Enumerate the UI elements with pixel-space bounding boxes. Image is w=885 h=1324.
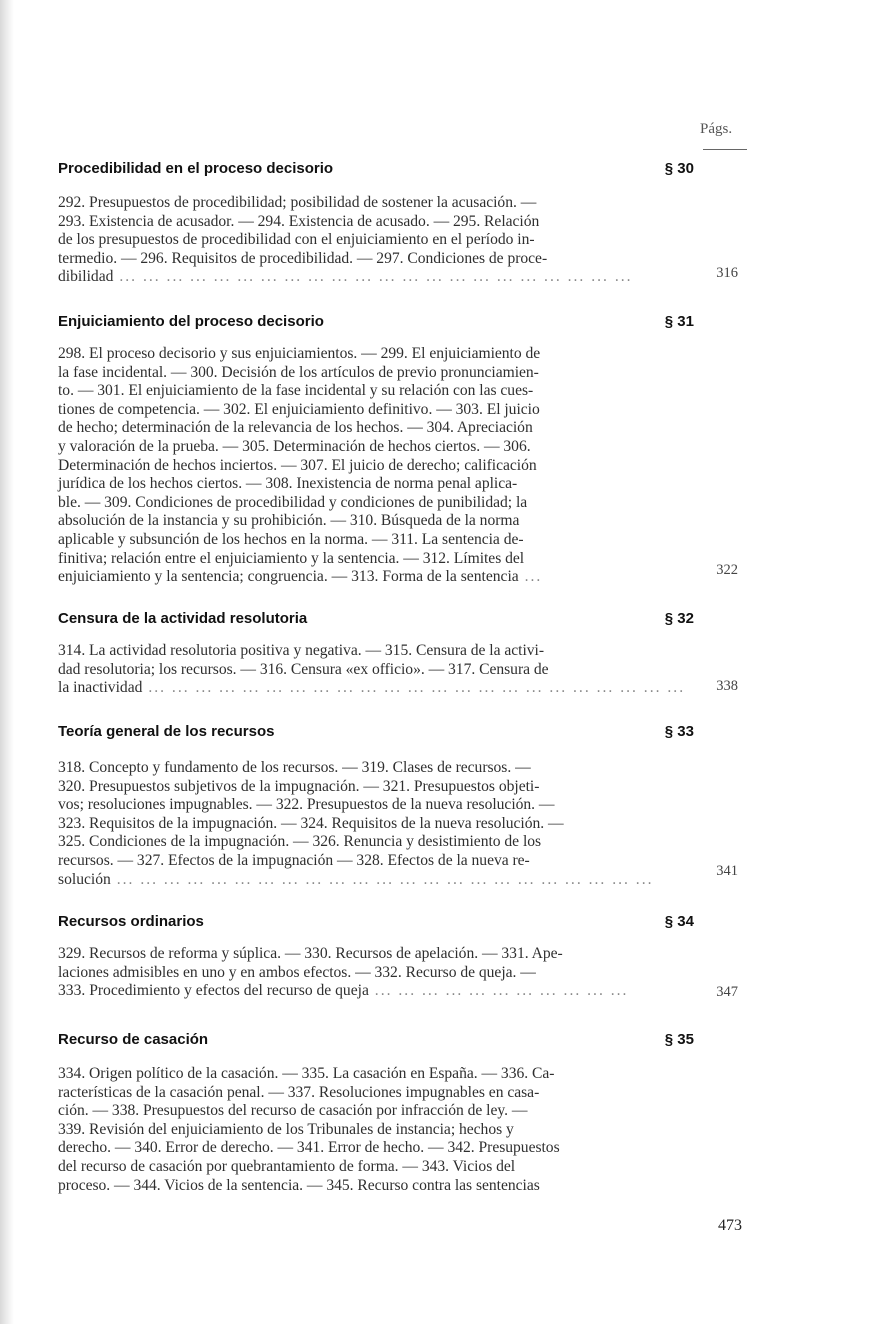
text-line: derecho. — 340. Error de derecho. — 341. Error de hecho. — 342. Presupuestos	[58, 1139, 560, 1157]
section-heading	[56, 610, 696, 636]
text-line: to. — 301. El enjuiciamiento de la fase incidental y su relación con las cues-	[58, 382, 534, 400]
text-line: termedio. — 296. Requisitos de procedibilidad. — 297. Condiciones de proce-	[58, 249, 548, 267]
text-line-last: dibilidad ... ... ... ... ... ... ... ... ... ... ... ... ... ... ... ... ... ... ... ... ... ...	[58, 268, 633, 286]
section-body	[56, 345, 696, 587]
page-reference: 322	[716, 562, 738, 578]
section-number: § 32	[664, 610, 694, 627]
page-reference: 347	[716, 984, 738, 1000]
text-line: 293. Existencia de acusador. — 294. Existencia de acusado. — 295. Relación	[58, 212, 540, 230]
text-line-last: 333. Procedimiento y efectos del recurso de queja ... ... ... ... ... ... ... ... ... ... ...	[58, 982, 629, 1000]
text-line: jurídica de los hechos ciertos. — 308. Inexistencia de norma penal aplica-	[58, 475, 518, 493]
text-line: de los presupuestos de procedibilidad con el enjuiciamiento en el período in-	[58, 231, 535, 249]
text-line-last: la inactividad ... ... ... ... ... ... ... ... ... ... ... ... ... ... ... ... ... ... ... ... ... ... ...	[58, 679, 686, 697]
section-heading	[56, 913, 696, 939]
text-line: 339. Revisión del enjuiciamiento de los Tribunales de instancia; hechos y	[58, 1120, 514, 1138]
text-line: racterísticas de la casación penal. — 337. Resoluciones impugnables en casa-	[58, 1083, 540, 1101]
text-line: 298. El proceso decisorio y sus enjuiciamientos. — 299. El enjuiciamiento de	[58, 345, 541, 362]
dot-leader: ... ... ... ... ... ... ... ... ... ... ... ... ... ... ... ... ... ... ... ... ... ... ...	[142, 679, 686, 697]
section-35	[56, 1031, 696, 1195]
page-reference: 316	[716, 265, 738, 281]
text-line: de hecho; determinación de la relevancia de los hechos. — 304. Apreciación	[58, 419, 533, 437]
section-body	[56, 945, 696, 1001]
section-heading	[56, 723, 696, 749]
section-body	[56, 194, 696, 287]
text-line: 334. Origen político de la casación. — 335. La casación en España. — 336. Ca-	[58, 1065, 555, 1082]
text-line: vos; resoluciones impugnables. — 322. Presupuestos de la nueva resolución. —	[58, 796, 555, 814]
section-title: Recurso de casación	[58, 1031, 209, 1048]
text-line: ble. — 309. Condiciones de procedibilidad y condiciones de punibilidad; la	[58, 493, 528, 511]
section-title: Censura de la actividad resolutoria	[58, 610, 308, 627]
section-title: Procedibilidad en el proceso decisorio	[58, 160, 334, 177]
page-reference: 341	[716, 863, 738, 879]
text-line: 292. Presupuestos de procedibilidad; posibilidad de sostener la acusación. —	[58, 194, 537, 211]
section-34	[56, 913, 738, 1001]
dot-leader: ...	[518, 568, 543, 586]
text-line: tiones de competencia. — 302. El enjuiciamiento definitivo. — 303. El juicio	[58, 400, 540, 418]
text-line: dad resolutoria; los recursos. — 316. Censura «ex officio». — 317. Censura de	[58, 660, 549, 678]
page-reference: 338	[716, 678, 738, 694]
text-line: Determinación de hechos inciertos. — 307. El juicio de derecho; calificación	[58, 456, 537, 474]
section-body	[56, 759, 696, 889]
text-line: recursos. — 327. Efectos de la impugnación — 328. Efectos de la nueva re-	[58, 851, 530, 869]
dot-leader: ... ... ... ... ... ... ... ... ... ... ... ... ... ... ... ... ... ... ... ... ... ...	[113, 268, 633, 286]
text-line: 325. Condiciones de la impugnación. — 326. Renuncia y desistimiento de los	[58, 833, 542, 851]
section-title: Recursos ordinarios	[58, 913, 204, 930]
section-number: § 30	[664, 160, 694, 177]
section-body	[56, 642, 696, 698]
section-32	[56, 610, 738, 698]
text-line: y valoración de la prueba. — 305. Determinación de hechos ciertos. — 306.	[58, 437, 531, 455]
section-number: § 35	[664, 1031, 694, 1048]
text-line: absolución de la instancia y su prohibición. — 310. Búsqueda de la norma	[58, 512, 520, 530]
section-heading	[56, 1031, 696, 1057]
text-line: la fase incidental. — 300. Decisión de los artículos de previo pronunciamien-	[58, 363, 539, 381]
book-spine-shadow	[0, 0, 14, 1324]
section-heading	[56, 313, 696, 339]
text-line: 320. Presupuestos subjetivos de la impugnación. — 321. Presupuestos objeti-	[58, 777, 540, 795]
dot-leader: ... ... ... ... ... ... ... ... ... ... ...	[368, 982, 629, 1000]
section-number: § 33	[664, 723, 694, 740]
section-title: Teoría general de los recursos	[58, 723, 275, 740]
section-30	[56, 160, 738, 287]
text-line-last: solución ... ... ... ... ... ... ... ... ... ... ... ... ... ... ... ... ... ... ... ... ... ... ...	[58, 870, 654, 888]
text-line: finitiva; relación entre el enjuiciamiento y la sentencia. — 312. Límites del	[58, 549, 525, 567]
section-33	[56, 723, 738, 889]
text-line: aplicable y subsunción de los hechos en la norma. — 311. La sentencia de-	[58, 530, 524, 548]
text-line: proceso. — 344. Vicios de la sentencia. — 345. Recurso contra las sentencias	[58, 1176, 540, 1194]
section-number: § 31	[664, 313, 694, 330]
section-heading	[56, 160, 696, 186]
text-line: del recurso de casación por quebrantamiento de forma. — 343. Vicios del	[58, 1157, 516, 1175]
section-number: § 34	[664, 913, 694, 930]
text-line: ción. — 338. Presupuestos del recurso de casación por infracción de ley. —	[58, 1102, 528, 1120]
text-line: laciones admisibles en uno y en ambos efectos. — 332. Recurso de queja. —	[58, 963, 536, 981]
text-line: 314. La actividad resolutoria positiva y negativa. — 315. Censura de la activi-	[58, 642, 545, 659]
section-31	[56, 313, 738, 587]
pags-label: Págs.	[700, 121, 733, 137]
dot-leader: ... ... ... ... ... ... ... ... ... ... ... ... ... ... ... ... ... ... ... ... ... ... ...	[110, 870, 654, 888]
page-number: 473	[718, 1217, 742, 1234]
section-title: Enjuiciamiento del proceso decisorio	[58, 313, 324, 330]
text-line-last: enjuiciamiento y la sentencia; congruencia. — 313. Forma de la sentencia ...	[58, 568, 543, 586]
text-line: 323. Requisitos de la impugnación. — 324. Requisitos de la nueva resolución. —	[58, 814, 564, 832]
text-line: 329. Recursos de reforma y súplica. — 330. Recursos de apelación. — 331. Ape-	[58, 945, 563, 962]
section-body	[56, 1065, 696, 1195]
text-line: 318. Concepto y fundamento de los recursos. — 319. Clases de recursos. —	[58, 759, 531, 776]
pags-rule	[703, 149, 747, 150]
